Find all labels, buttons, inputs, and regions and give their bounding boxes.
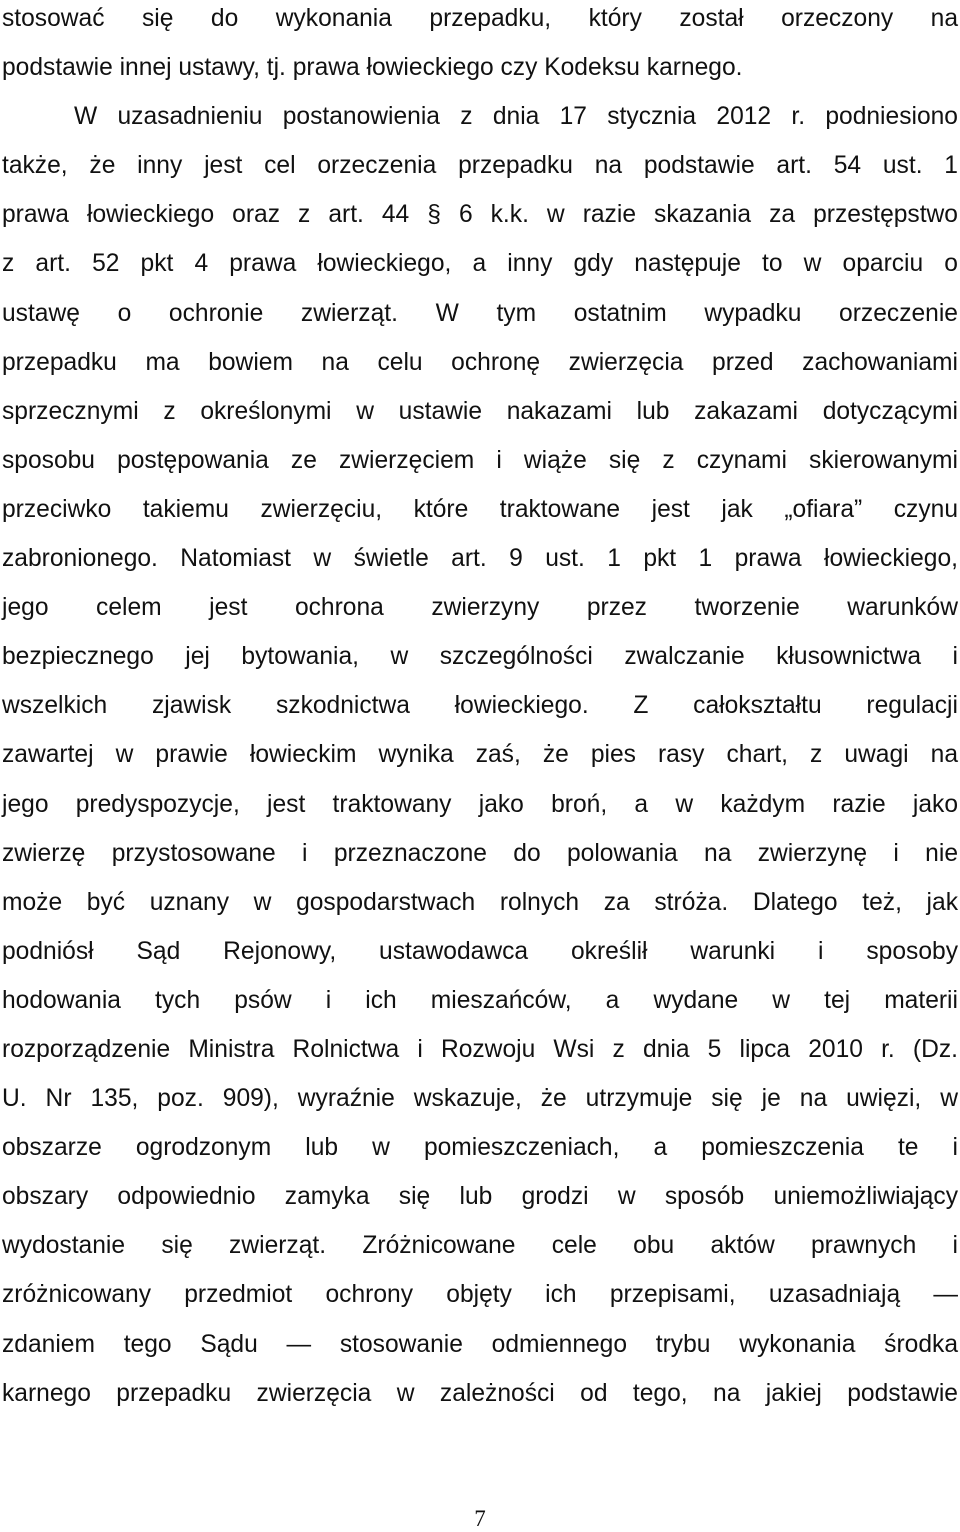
text-line: podstawie innej ustawy, tj. prawa łowieckiego czy Kodeksu karnego. — [2, 54, 743, 82]
text-line: zróżnicowany przedmiot ochrony objęty ich przepisami, uzasadniają — — [2, 1281, 958, 1309]
text-line: wszelkich zjawisk szkodnictwa łowieckiego. Z całokształtu regulacji — [2, 692, 958, 720]
text-line: jego predyspozycje, jest traktowany jako broń, a w każdym razie jako — [2, 790, 958, 818]
text-line: zawartej w prawie łowieckim wynika zaś, że pies rasy chart, z uwagi na — [2, 741, 958, 769]
text-line: sposobu postępowania ze zwierzęciem i wiąże się z czynami skierowanymi — [2, 446, 958, 474]
text-line: karnego przepadku zwierzęcia w zależności od tego, na jakiej podstawie — [2, 1379, 958, 1407]
text-line: także, że inny jest cel orzeczenia przepadku na podstawie art. 54 ust. 1 — [2, 152, 958, 180]
text-line: stosować się do wykonania przepadku, który został orzeczony na — [2, 5, 958, 32]
text-line: hodowania tych psów i ich mieszańców, a wydane w tej materii — [2, 986, 958, 1014]
text-line: zwierzę przystosowane i przeznaczone do polowania na zwierzynę i nie — [2, 839, 958, 867]
text-line: sprzecznymi z określonymi w ustawie nakazami lub zakazami dotyczącymi — [2, 397, 958, 425]
text-line: U. Nr 135, poz. 909), wyraźnie wskazuje, że utrzymuje się je na uwięzi, w — [2, 1085, 958, 1113]
text-line: rozporządzenie Ministra Rolnictwa i Rozwoju Wsi z dnia 5 lipca 2010 r. (Dz. — [2, 1035, 958, 1063]
text-line: przepadku ma bowiem na celu ochronę zwierzęcia przed zachowaniami — [2, 348, 958, 376]
text-line: ustawę o ochronie zwierząt. W tym ostatnim wypadku orzeczenie — [2, 299, 958, 327]
text-line: wydostanie się zwierząt. Zróżnicowane cele obu aktów prawnych i — [2, 1232, 958, 1260]
text-line: zabronionego. Natomiast w świetle art. 9 ust. 1 pkt 1 prawa łowieckiego, — [2, 545, 958, 573]
text-line: może być uznany w gospodarstwach rolnych za stróża. Dlatego też, jak — [2, 888, 958, 916]
text-line: zdaniem tego Sądu — stosowanie odmiennego trybu wykonania środka — [2, 1330, 958, 1358]
text-line: podniósł Sąd Rejonowy, ustawodawca określił warunki i sposoby — [2, 937, 958, 965]
body-text — [2, 0, 958, 1418]
page-number: 7 — [474, 1506, 486, 1531]
text-line: przeciwko takiemu zwierzęciu, które traktowane jest jak „ofiara” czynu — [2, 495, 958, 523]
text-line: obszary odpowiednio zamyka się lub grodzi w sposób uniemożliwiający — [2, 1183, 958, 1211]
text-line: z art. 52 pkt 4 prawa łowieckiego, a inny gdy następuje to w oparciu o — [2, 250, 958, 278]
text-line: bezpiecznego jej bytowania, w szczególności zwalczanie kłusownictwa i — [2, 643, 958, 671]
text-line: prawa łowieckiego oraz z art. 44 § 6 k.k. w razie skazania za przestępstwo — [2, 201, 958, 229]
text-line: jego celem jest ochrona zwierzyny przez tworzenie warunków — [2, 594, 958, 622]
text-line: W uzasadnieniu postanowienia z dnia 17 stycznia 2012 r. podniesiono — [74, 103, 958, 131]
text-line: obszarze ogrodzonym lub w pomieszczeniach, a pomieszczenia te i — [2, 1134, 958, 1162]
